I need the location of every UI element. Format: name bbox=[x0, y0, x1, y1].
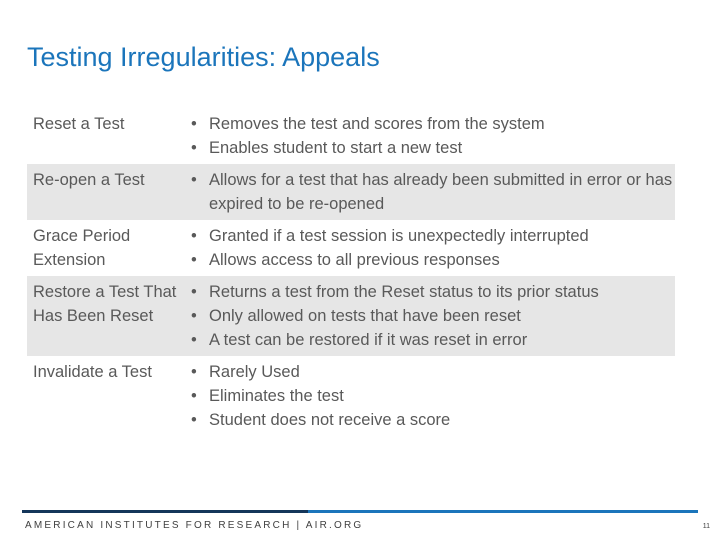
bullet-item: • Allows for a test that has already been submitted in error or has expired to be re-opened bbox=[187, 168, 675, 216]
footer-text: AMERICAN INSTITUTES FOR RESEARCH | AIR.ORG bbox=[25, 520, 364, 531]
bullet-item: • Rarely Used bbox=[187, 360, 675, 384]
bullet-item: • Removes the test and scores from the system bbox=[187, 112, 675, 136]
bullet-item: • Returns a test from the Reset status to its prior status bbox=[187, 280, 675, 304]
bullet-item: • Only allowed on tests that have been reset bbox=[187, 304, 675, 328]
row-term: Grace Period Extension bbox=[33, 227, 131, 269]
bullet-list bbox=[187, 360, 675, 432]
page-number: 11 bbox=[702, 523, 710, 530]
row-term: Restore a Test That Has Been Reset bbox=[27, 276, 181, 356]
table-row bbox=[27, 164, 675, 220]
row-term: Re-open a Test bbox=[27, 164, 181, 220]
bullet-item: • Student does not receive a score bbox=[187, 408, 675, 432]
bullet-item: • Granted if a test session is unexpectedly interrupted bbox=[187, 224, 675, 248]
page-title: Testing Irregularities: Appeals bbox=[27, 42, 380, 72]
row-description bbox=[181, 220, 675, 276]
bullet-item: • Eliminates the test bbox=[187, 384, 675, 408]
bullet-list bbox=[187, 112, 675, 160]
footer-bar bbox=[22, 510, 698, 513]
row-term: Reset a Test bbox=[33, 115, 125, 133]
bullet-item: • Allows access to all previous responses bbox=[187, 248, 675, 272]
row-description bbox=[181, 164, 675, 220]
table-row bbox=[27, 276, 675, 356]
row-description bbox=[181, 108, 675, 164]
bullet-list bbox=[187, 280, 675, 352]
row-description bbox=[181, 276, 675, 356]
table-row bbox=[27, 356, 675, 436]
row-term: Invalidate a Test bbox=[33, 363, 152, 381]
bullet-item: • A test can be restored if it was reset in error bbox=[187, 328, 675, 352]
table-row bbox=[27, 108, 675, 164]
bullet-list bbox=[187, 168, 675, 216]
bullet-list bbox=[187, 224, 675, 272]
row-description bbox=[181, 356, 675, 436]
appeals-table bbox=[27, 108, 675, 436]
table-row bbox=[27, 220, 675, 276]
appeals-table-body bbox=[27, 108, 675, 436]
footer-bar-accent bbox=[22, 510, 308, 513]
bullet-item: • Enables student to start a new test bbox=[187, 136, 675, 160]
